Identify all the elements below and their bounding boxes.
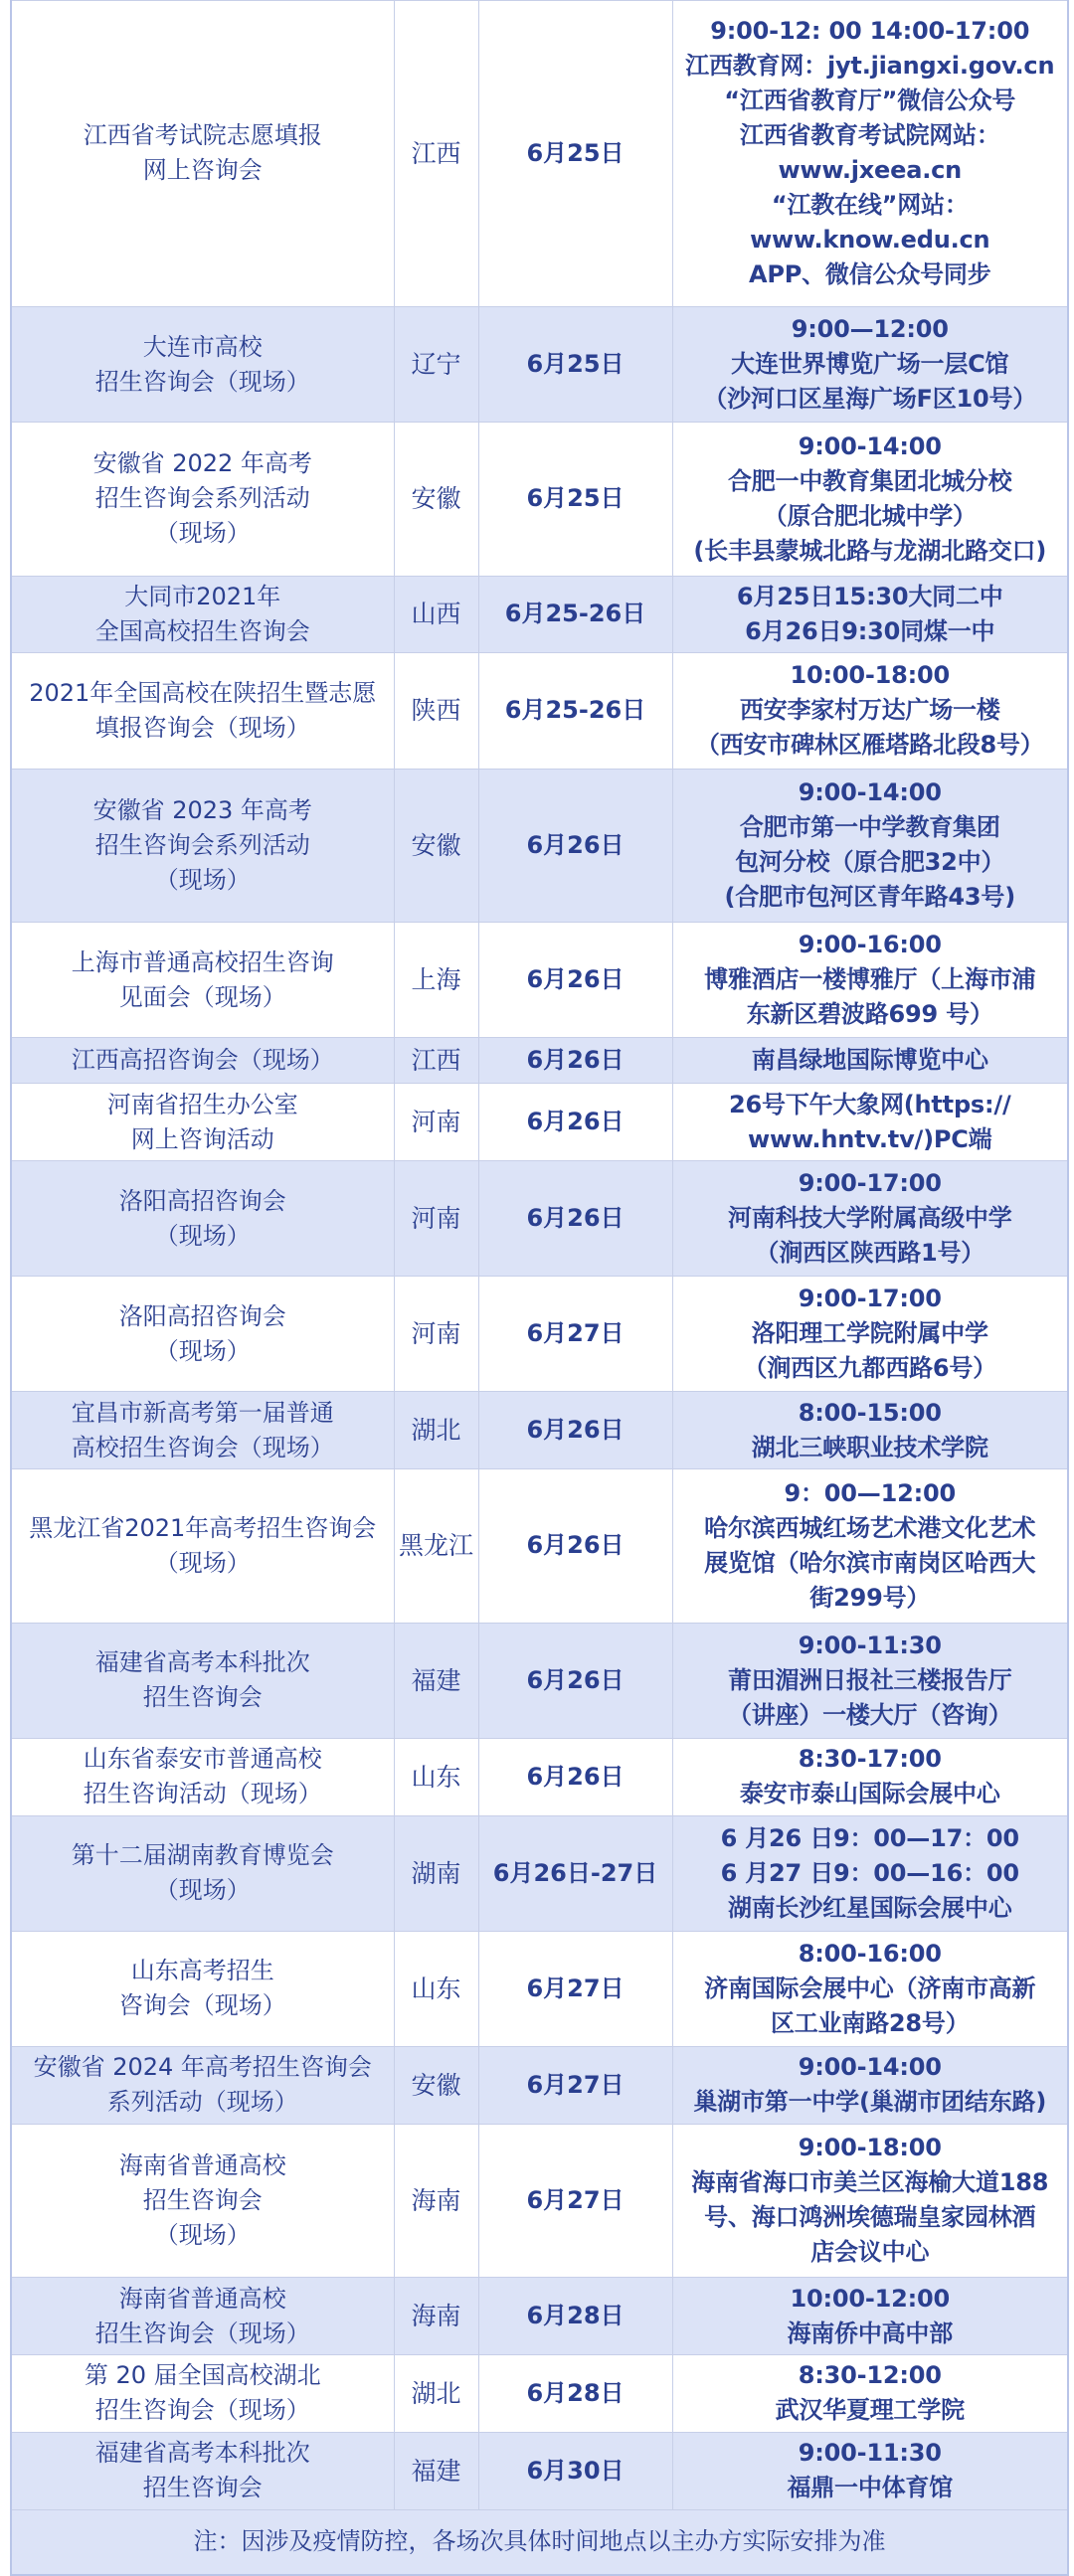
table-row [11, 576, 1068, 653]
province-cell: 上海 [394, 923, 478, 1038]
event-name-cell: 2021年全国高校在陕招生暨志愿 填报咨询会（现场） [11, 653, 394, 769]
table-row [11, 2278, 1068, 2355]
event-name-cell: 黑龙江省2021年高考招生咨询会 （现场） [11, 1469, 394, 1624]
province-cell: 江西 [394, 1038, 478, 1084]
event-name-cell: 第十二届湖南教育博览会 （现场） [11, 1815, 394, 1931]
table-row [11, 2046, 1068, 2124]
time-location-cell: 26号下午大象网(https:// www.hntv.tv/)PC端 [672, 1084, 1068, 1161]
province-cell: 海南 [394, 2124, 478, 2278]
date-cell: 6月26日 [478, 1738, 672, 1815]
table-row [11, 1623, 1068, 1738]
province-cell: 湖南 [394, 1815, 478, 1931]
event-name-cell: 江西高招咨询会（现场） [11, 1038, 394, 1084]
province-cell: 湖北 [394, 2354, 478, 2432]
event-name-cell: 洛阳高招咨询会 （现场） [11, 1277, 394, 1392]
time-location-cell: 8:30-12:00 武汉华夏理工学院 [672, 2354, 1068, 2432]
event-name-cell: 宜昌市新高考第一届普通 高校招生咨询会（现场） [11, 1392, 394, 1469]
date-cell: 6月25日 [478, 1, 672, 307]
time-location-cell: 9：00—12:00 哈尔滨西城红场艺术港文化艺术 展览馆（哈尔滨市南岗区哈西大 街299号） [672, 1469, 1068, 1624]
province-cell: 河南 [394, 1084, 478, 1161]
date-cell: 6月25-26日 [478, 653, 672, 769]
table-row [11, 2124, 1068, 2278]
province-cell: 陕西 [394, 653, 478, 769]
table-row [11, 769, 1068, 923]
event-name-cell: 上海市普通高校招生咨询 见面会（现场） [11, 923, 394, 1038]
table-row [11, 1931, 1068, 2046]
time-location-cell: 9:00-12: 00 14:00-17:00 江西教育网：jyt.jiangxi.gov.cn “江西省教育厅”微信公众号 江西省教育考试院网站： www.jxeea.cn “江教在线”网站： www.know.edu.cn APP、微信公众号同步 [672, 1, 1068, 307]
province-cell: 安徽 [394, 2046, 478, 2124]
time-location-cell: 9:00-16:00 博雅酒店一楼博雅厅（上海市浦 东新区碧波路699 号） [672, 923, 1068, 1038]
table-row [11, 1084, 1068, 1161]
time-location-cell: 9:00-18:00 海南省海口市美兰区海榆大道188 号、海口鸿洲埃德瑞皇家园林酒 店会议中心 [672, 2124, 1068, 2278]
date-cell: 6月26日 [478, 1161, 672, 1277]
date-cell: 6月27日 [478, 1931, 672, 2046]
event-name-cell: 大同市2021年 全国高校招生咨询会 [11, 576, 394, 653]
date-cell: 6月26日 [478, 769, 672, 923]
table-row [11, 1469, 1068, 1624]
table-row [11, 653, 1068, 769]
date-cell: 6月26日 [478, 1469, 672, 1624]
event-name-cell: 山东省泰安市普通高校 招生咨询活动（现场） [11, 1738, 394, 1815]
schedule-table [10, 0, 1069, 2576]
table-row [11, 1815, 1068, 1931]
province-cell: 福建 [394, 2432, 478, 2509]
time-location-cell: 9:00-11:30 福鼎一中体育馆 [672, 2432, 1068, 2509]
date-cell: 6月30日 [478, 2432, 672, 2509]
province-cell: 山东 [394, 1931, 478, 2046]
date-cell: 6月25日 [478, 306, 672, 422]
table-row [11, 1277, 1068, 1392]
table-row [11, 423, 1068, 577]
table-row [11, 306, 1068, 422]
date-cell: 6月27日 [478, 1277, 672, 1392]
table-row [11, 1161, 1068, 1277]
event-name-cell: 福建省高考本科批次 招生咨询会 [11, 2432, 394, 2509]
time-location-cell: 9:00-14:00 合肥市第一中学教育集团 包河分校（原合肥32中） (合肥市包河区青年路43号) [672, 769, 1068, 923]
date-cell: 6月28日 [478, 2354, 672, 2432]
event-name-cell: 江西省考试院志愿填报 网上咨询会 [11, 1, 394, 307]
table-row [11, 1038, 1068, 1084]
time-location-cell: 9:00-11:30 莆田湄洲日报社三楼报告厅 （讲座）一楼大厅（咨询） [672, 1623, 1068, 1738]
event-name-cell: 山东高考招生 咨询会（现场） [11, 1931, 394, 2046]
date-cell: 6月26日 [478, 1038, 672, 1084]
note-row [11, 2509, 1068, 2575]
province-cell: 河南 [394, 1161, 478, 1277]
province-cell: 辽宁 [394, 306, 478, 422]
province-cell: 山西 [394, 576, 478, 653]
time-location-cell: 6月25日15:30大同二中 6月26日9:30同煤一中 [672, 576, 1068, 653]
time-location-cell: 9:00-14:00 合肥一中教育集团北城分校 （原合肥北城中学） (长丰县蒙城北路与龙湖北路交口) [672, 423, 1068, 577]
table-row [11, 1738, 1068, 1815]
table-row [11, 2432, 1068, 2509]
time-location-cell: 10:00-18:00 西安李家村万达广场一楼 （西安市碑林区雁塔路北段8号） [672, 653, 1068, 769]
event-name-cell: 安徽省 2023 年高考 招生咨询会系列活动 （现场） [11, 769, 394, 923]
province-cell: 河南 [394, 1277, 478, 1392]
province-cell: 黑龙江 [394, 1469, 478, 1624]
date-cell: 6月26日 [478, 1084, 672, 1161]
event-name-cell: 海南省普通高校 招生咨询会（现场） [11, 2278, 394, 2355]
province-cell: 湖北 [394, 1392, 478, 1469]
province-cell: 福建 [394, 1623, 478, 1738]
footnote-text: 注：因涉及疫情防控，各场次具体时间地点以主办方实际安排为准 [11, 2509, 1068, 2575]
time-location-cell: 9:00—12:00 大连世界博览广场一层C馆 （沙河口区星海广场F区10号） [672, 306, 1068, 422]
event-name-cell: 大连市高校 招生咨询会（现场） [11, 306, 394, 422]
time-location-cell: 南昌绿地国际博览中心 [672, 1038, 1068, 1084]
date-cell: 6月26日 [478, 1392, 672, 1469]
province-cell: 山东 [394, 1738, 478, 1815]
event-name-cell: 第 20 届全国高校湖北 招生咨询会（现场） [11, 2354, 394, 2432]
date-cell: 6月25日 [478, 423, 672, 577]
date-cell: 6月26日-27日 [478, 1815, 672, 1931]
time-location-cell: 6 月26 日9：00—17：00 6 月27 日9：00—16：00 湖南长沙红星国际会展中心 [672, 1815, 1068, 1931]
time-location-cell: 10:00-12:00 海南侨中高中部 [672, 2278, 1068, 2355]
date-cell: 6月26日 [478, 923, 672, 1038]
schedule-body [11, 1, 1068, 2576]
province-cell: 安徽 [394, 423, 478, 577]
table-row [11, 1, 1068, 307]
date-cell: 6月27日 [478, 2046, 672, 2124]
event-name-cell: 洛阳高招咨询会 （现场） [11, 1161, 394, 1277]
event-name-cell: 安徽省 2022 年高考 招生咨询会系列活动 （现场） [11, 423, 394, 577]
province-cell: 安徽 [394, 769, 478, 923]
time-location-cell: 8:00-15:00 湖北三峡职业技术学院 [672, 1392, 1068, 1469]
event-name-cell: 安徽省 2024 年高考招生咨询会 系列活动（现场） [11, 2046, 394, 2124]
date-cell: 6月25-26日 [478, 576, 672, 653]
table-row [11, 1392, 1068, 1469]
time-location-cell: 8:30-17:00 泰安市泰山国际会展中心 [672, 1738, 1068, 1815]
time-location-cell: 9:00-17:00 河南科技大学附属高级中学 （涧西区陕西路1号） [672, 1161, 1068, 1277]
date-cell: 6月28日 [478, 2278, 672, 2355]
time-location-cell: 9:00-17:00 洛阳理工学院附属中学 （涧西区九都西路6号） [672, 1277, 1068, 1392]
date-cell: 6月27日 [478, 2124, 672, 2278]
event-name-cell: 河南省招生办公室 网上咨询活动 [11, 1084, 394, 1161]
table-row [11, 923, 1068, 1038]
time-location-cell: 9:00-14:00 巢湖市第一中学(巢湖市团结东路) [672, 2046, 1068, 2124]
time-location-cell: 8:00-16:00 济南国际会展中心（济南市高新 区工业南路28号） [672, 1931, 1068, 2046]
event-name-cell: 福建省高考本科批次 招生咨询会 [11, 1623, 394, 1738]
event-name-cell: 海南省普通高校 招生咨询会 （现场） [11, 2124, 394, 2278]
date-cell: 6月26日 [478, 1623, 672, 1738]
province-cell: 江西 [394, 1, 478, 307]
province-cell: 海南 [394, 2278, 478, 2355]
table-row [11, 2354, 1068, 2432]
